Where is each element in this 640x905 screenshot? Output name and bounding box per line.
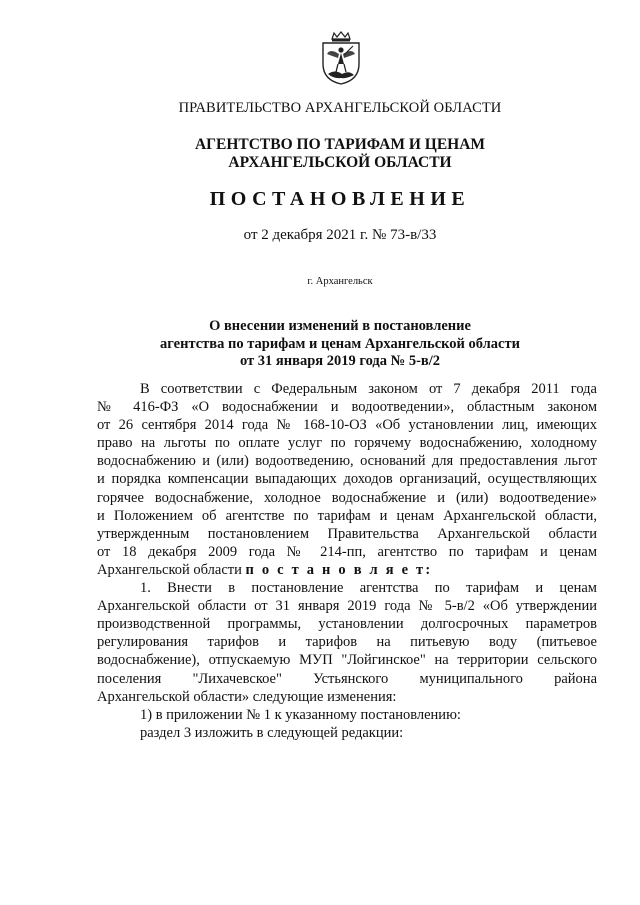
paragraph-preamble — [97, 380, 597, 579]
text-line: производственной программы, установлении долгосрочных параметров — [97, 616, 597, 633]
document-subject — [0, 318, 640, 371]
resolves-word: п о с т а н о в л я е т: — [245, 561, 433, 578]
text-line: водоснабжению и (или) водоотведению, оснований для предоставления льгот — [97, 453, 597, 470]
subject-line2: агентства по тарифам и ценам Архангельской области — [160, 335, 520, 352]
text-line: В соответствии с Федеральным законом от 7 декабря 2011 года — [140, 381, 597, 397]
agency-name-line2: АРХАНГЕЛЬСКОЙ ОБЛАСТИ — [228, 154, 452, 171]
city: г. Архангельск — [307, 276, 373, 287]
subject-line3: от 31 января 2019 года № 5-в/2 — [239, 353, 441, 369]
text-line: горячее водоснабжение, холодное водоснабжение и (или) водоотведение» — [97, 489, 597, 506]
agency-name — [0, 136, 640, 172]
document-body — [97, 380, 597, 742]
government-name: ПРАВИТЕЛЬСТВО АРХАНГЕЛЬСКОЙ ОБЛАСТИ — [178, 100, 502, 116]
document-type: ПОСТАНОВЛЕНИЕ — [209, 188, 471, 210]
date-and-number: от 2 декабря 2021 г. № 73-в/33 — [243, 227, 437, 243]
text-line: и Положением об агентстве по тарифам и ценам Архангельской области, — [97, 507, 597, 524]
text-line: от 26 сентября 2014 года № 168-10-ОЗ «Об установлении лиц, имеющих — [97, 417, 597, 434]
paragraph-section: раздел 3 изложить в следующей редакции: — [140, 724, 404, 741]
text-line: Архангельской области» следующие изменения: — [97, 688, 397, 705]
text-line: регулирования тарифов и тарифов на питьевую воду (питьевое — [97, 634, 597, 651]
subject-line1: О внесении изменений в постановление — [209, 318, 471, 334]
text-fragment: Архангельской области — [97, 561, 246, 578]
text-line — [97, 561, 597, 579]
agency-name-line1: АГЕНТСТВО ПО ТАРИФАМ И ЦЕНАМ — [194, 136, 486, 153]
text-line: № 416-ФЗ «О водоснабжении и водоотведении», областным законом — [97, 399, 597, 416]
coat-of-arms-icon — [318, 30, 364, 86]
paragraph-item-1 — [97, 579, 597, 706]
text-line: 1. Внести в постановление агентства по тарифам и ценам — [140, 580, 597, 597]
paragraph-subitem: 1) в приложении № 1 к указанному постановлению: — [140, 706, 461, 723]
text-line: и порядка компенсации выпадающих доходов организаций, осуществляющих — [97, 471, 597, 488]
text-line: поселения "Лихачевское" Устьянского муниципального района — [97, 670, 597, 687]
text-line: Архангельской области от 31 января 2019 года № 5-в/2 «Об утверждении — [97, 598, 597, 615]
text-line: водоснабжение), отпускаемую МУП "Лойгинское" на территории сельского — [97, 652, 597, 669]
text-line: право на льготы по оплате услуг по горячему водоснабжению, холодному — [97, 435, 597, 452]
text-line: утвержденным постановлением Правительства Архангельской области — [97, 525, 597, 542]
text-line: от 18 декабря 2009 года № 214-пп, агентство по тарифам и ценам — [97, 543, 597, 560]
